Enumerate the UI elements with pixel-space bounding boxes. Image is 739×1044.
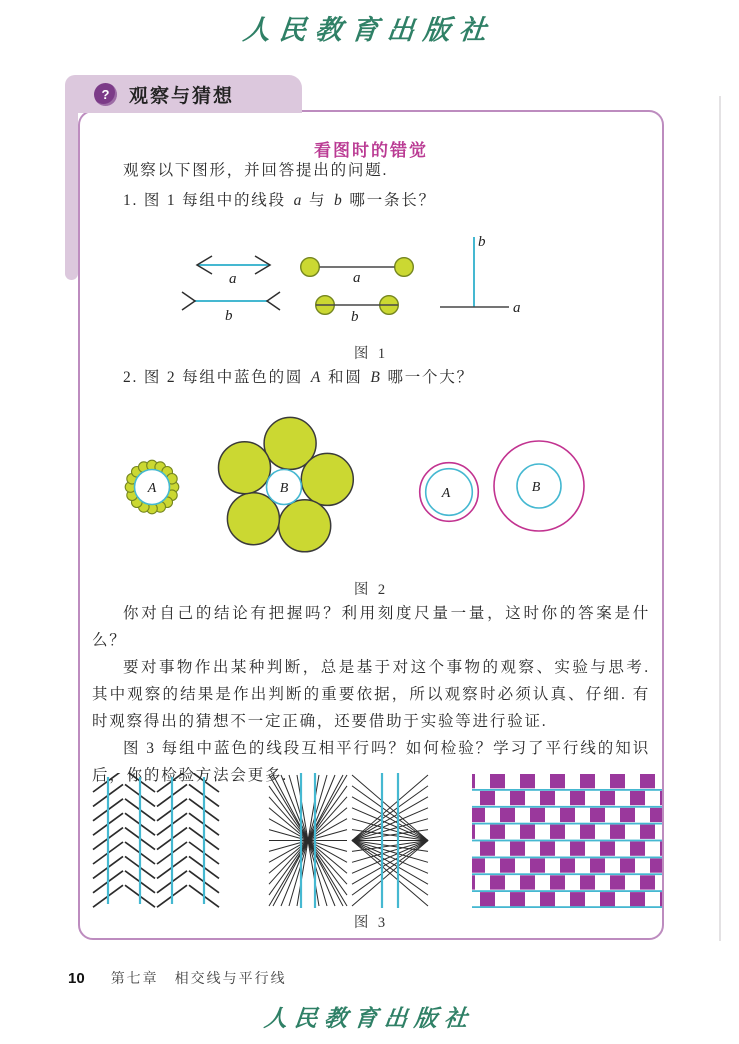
- wall-square: [490, 774, 505, 788]
- petal-circle: [227, 493, 279, 545]
- wall-square: [550, 774, 565, 788]
- wall-square: [520, 825, 535, 839]
- discussion-paragraphs: [92, 600, 650, 789]
- text-segment: 哪一个大？: [381, 369, 474, 386]
- wall-square: [630, 892, 645, 906]
- wall-square: [580, 774, 595, 788]
- wall-square: [472, 774, 475, 788]
- intro-text: 观察以下图形，并回答提出的问题.: [123, 162, 389, 179]
- wall-square: [620, 858, 635, 872]
- publisher-logo-bottom: 人民教育出版社: [262, 1005, 476, 1032]
- wall-square: [650, 858, 662, 872]
- blue-mortar-line: [472, 789, 662, 791]
- chapter-title: 第七章 相交线与平行线: [110, 972, 287, 987]
- wall-square: [650, 808, 662, 822]
- content-box: [78, 110, 664, 940]
- wall-square: [590, 808, 605, 822]
- section-tab-label: 观察与猜想: [129, 85, 235, 107]
- paragraph-1: 你对自己的结论有把握吗？利用刻度尺量一量，这时你的答案是什么？: [92, 605, 650, 649]
- wall-square: [630, 791, 645, 805]
- arrow-fin-icon: [182, 292, 195, 310]
- wall-square: [520, 774, 535, 788]
- wall-square: [510, 842, 525, 856]
- blue-mortar-line: [472, 906, 662, 908]
- end-circle: [301, 258, 320, 277]
- blue-mortar-line: [472, 857, 662, 859]
- wall-square: [610, 774, 625, 788]
- blue-mortar-line: [472, 823, 662, 825]
- petal-circle: [301, 453, 353, 505]
- petal-circle: [279, 500, 331, 552]
- label-a: a: [229, 271, 237, 287]
- wall-square: [480, 791, 495, 805]
- text-segment: b: [333, 192, 342, 209]
- blue-mortar-line: [472, 890, 662, 892]
- wall-square: [480, 842, 495, 856]
- circle-ends-group: [301, 258, 414, 325]
- wall-square: [540, 842, 555, 856]
- blue-mortar-line: [472, 840, 662, 842]
- label-a: a: [353, 270, 361, 286]
- arrow-fin-icon: [267, 292, 280, 310]
- wall-square: [570, 892, 585, 906]
- figure3-caption: 图 3: [353, 915, 389, 931]
- wall-square: [490, 825, 505, 839]
- wall-square: [540, 791, 555, 805]
- paragraph-2: 要对事物作出某种判断，总是基于对这个事物的观察、实验与思考. 其中观察的结果是作出判断的重要依据，所以观察时必须认真、仔细. 有时观察得出的猜想不一定正确，还要借助于实验等进行验证.: [92, 659, 650, 730]
- wall-square: [610, 825, 625, 839]
- cafe-wall-illusion-panel: [472, 773, 662, 908]
- figure2-caption: 图 2: [353, 582, 389, 598]
- label-b: b: [225, 308, 233, 324]
- wall-square: [660, 842, 662, 856]
- figure1-caption: 图 1: [353, 346, 389, 362]
- label-A: A: [147, 481, 157, 496]
- wall-square: [530, 858, 545, 872]
- end-circle: [395, 258, 414, 277]
- label-b: b: [351, 309, 359, 325]
- wall-square: [660, 892, 662, 906]
- wall-square: [472, 875, 475, 889]
- wall-square: [610, 875, 625, 889]
- wall-square: [640, 774, 655, 788]
- label-A: A: [441, 486, 451, 501]
- wall-square: [550, 875, 565, 889]
- label-B: B: [531, 480, 541, 495]
- question-2: [92, 365, 681, 387]
- wall-square: [600, 842, 615, 856]
- wall-square: [640, 875, 655, 889]
- label-a: a: [513, 300, 521, 316]
- text-segment: B: [370, 369, 380, 386]
- article-title: 看图时的错觉: [314, 141, 428, 160]
- wall-square: [490, 875, 505, 889]
- wall-square: [500, 858, 515, 872]
- text-segment: 与: [303, 192, 332, 209]
- figure1-line-illusions: [80, 228, 662, 340]
- wall-square: [630, 842, 645, 856]
- label-B: B: [279, 481, 289, 496]
- wall-square: [520, 875, 535, 889]
- wall-square: [590, 858, 605, 872]
- wall-square: [500, 808, 515, 822]
- section-tab: [65, 75, 302, 113]
- figure2-circle-illusions: [80, 404, 662, 576]
- wall-square: [580, 875, 595, 889]
- wall-square: [660, 791, 662, 805]
- wall-square: [560, 808, 575, 822]
- wall-square: [472, 825, 475, 839]
- question-1: [92, 188, 681, 210]
- petal-circle: [219, 442, 271, 494]
- wall-square: [550, 825, 565, 839]
- page-number: 10: [68, 970, 85, 987]
- wall-square: [472, 808, 485, 822]
- wundt-illusion-panel: [267, 773, 349, 908]
- page-footer: [68, 968, 287, 988]
- wall-square: [480, 892, 495, 906]
- blue-mortar-line: [472, 806, 662, 808]
- delboeuf-group: [420, 441, 584, 531]
- wall-square: [570, 842, 585, 856]
- wall-square: [510, 892, 525, 906]
- wall-square: [510, 791, 525, 805]
- vertical-horizontal-group: [440, 234, 521, 316]
- wall-square: [620, 808, 635, 822]
- page-edge-line: [719, 96, 721, 941]
- wall-square: [570, 791, 585, 805]
- wall-square: [540, 892, 555, 906]
- muller-lyer-group: [182, 256, 280, 324]
- wall-square: [600, 791, 615, 805]
- wall-square: [600, 892, 615, 906]
- text-segment: 2. 图 2 每组中蓝色的圆: [123, 369, 309, 386]
- text-segment: 和圆: [322, 369, 369, 386]
- question-mark-icon: ?: [94, 83, 117, 106]
- hering-illusion-panel: [348, 773, 432, 908]
- text-segment: 哪一条长？: [343, 192, 436, 209]
- text-segment: A: [310, 369, 321, 386]
- blue-mortar-line: [472, 873, 662, 875]
- wall-square: [560, 858, 575, 872]
- section-tab-side-strip: [65, 100, 78, 280]
- zollner-illusion-panel: [90, 773, 240, 908]
- text-segment: 1. 图 1 每组中的线段: [123, 192, 292, 209]
- label-b: b: [478, 234, 486, 250]
- wall-square: [530, 808, 545, 822]
- publisher-logo-top: 人民教育出版社: [241, 15, 497, 46]
- paragraph-3: 图 3 每组中蓝色的线段互相平行吗？如何检验？学习了平行线的知识后，你的检验方法会更多.: [92, 740, 650, 784]
- text-segment: a: [293, 192, 302, 209]
- wall-square: [580, 825, 595, 839]
- wall-square: [640, 825, 655, 839]
- wall-square: [472, 858, 485, 872]
